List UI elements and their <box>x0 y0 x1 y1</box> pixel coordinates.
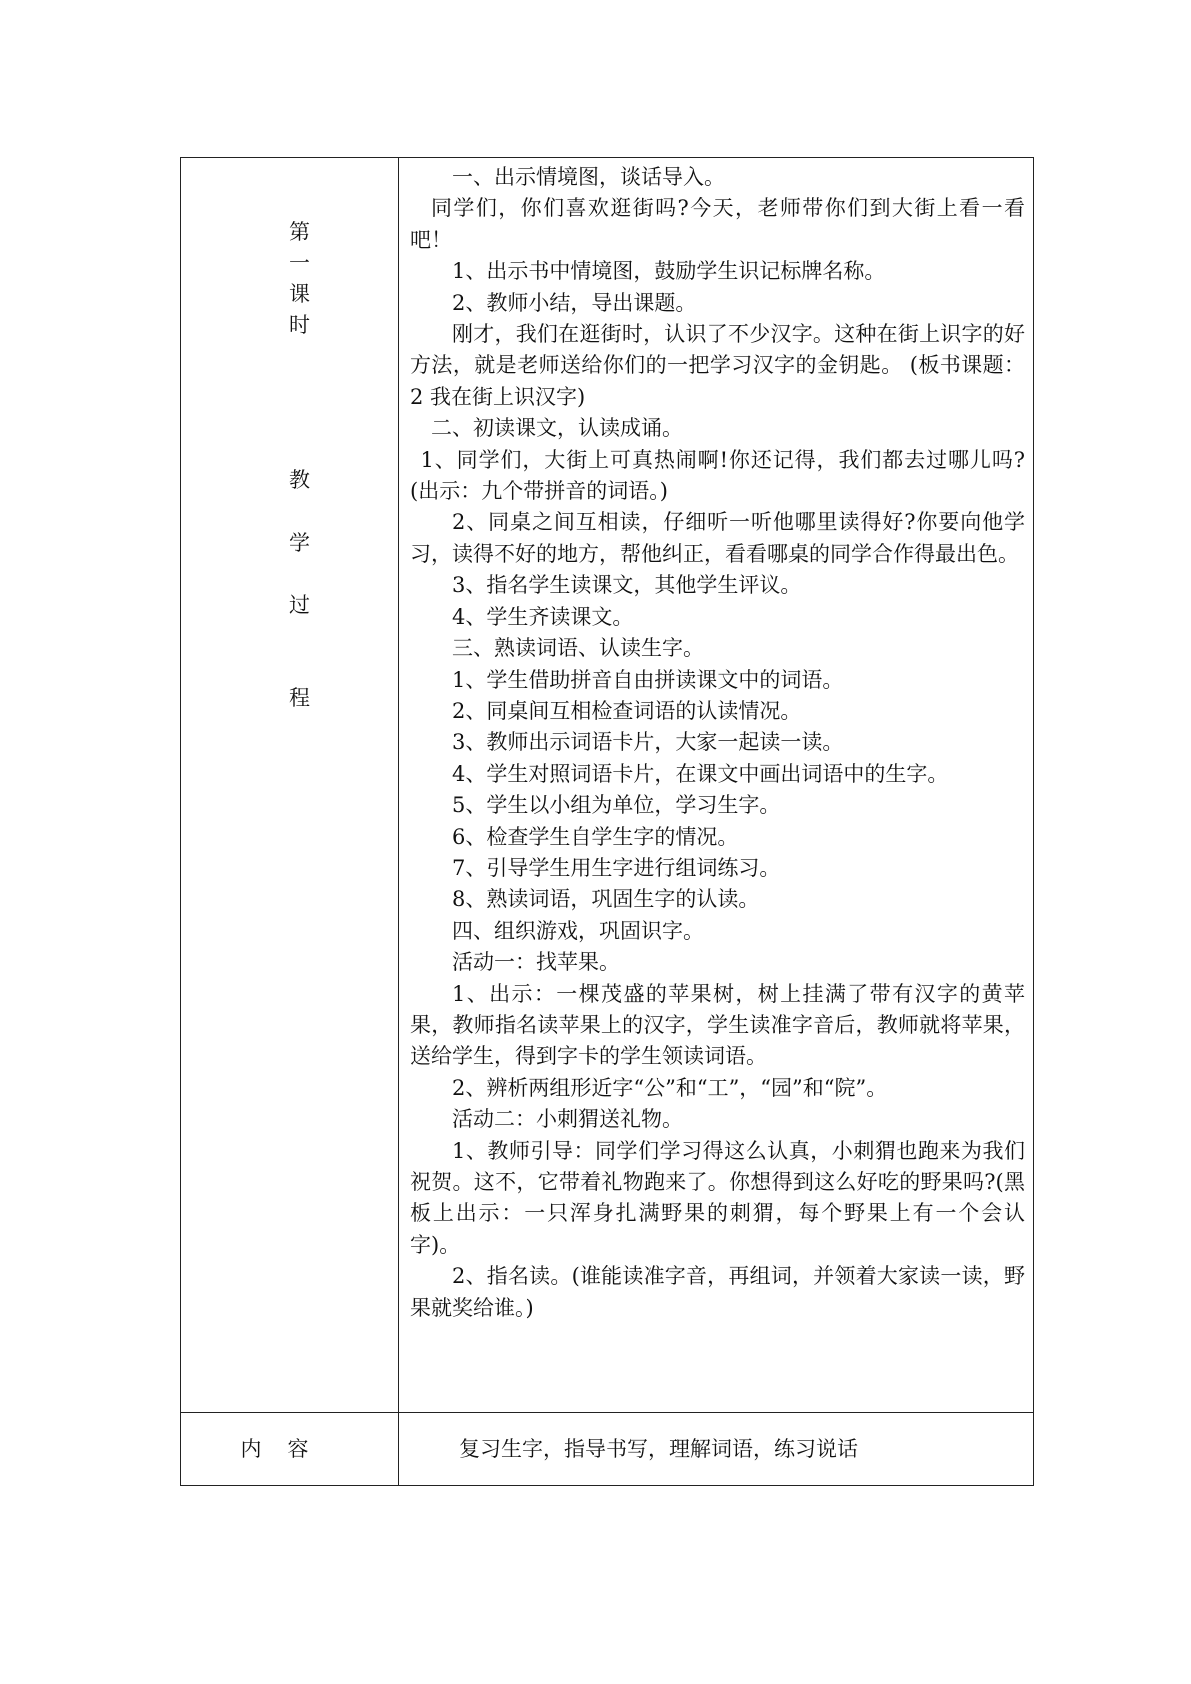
content-row <box>181 1413 1034 1486</box>
label-char: 课 <box>289 282 310 306</box>
paragraph: 1、同学们，大街上可真热闹啊!你还记得，我们都去过哪儿吗?(出示：九个带拼音的词语。) <box>410 447 1025 504</box>
paragraph: 2、同桌之间互相读，仔细听一听他哪里读得好?你要向他学习，读得不好的地方，帮他纠正，看看哪桌的同学合作得最出色。 <box>410 510 1025 566</box>
paragraph: 5、学生以小组为单位，学习生字。 <box>452 793 781 818</box>
paragraph: 1、学生借助拼音自由拼读课文中的词语。 <box>452 667 844 692</box>
paragraph: 四、组织游戏，巩固识字。 <box>452 918 704 943</box>
lesson-plan-table <box>180 157 1034 1486</box>
paragraph: 7、引导学生用生字进行组词练习。 <box>452 855 781 880</box>
paragraph: 3、指名学生读课文，其他学生评议。 <box>452 573 802 598</box>
label-char: 一 <box>289 251 310 275</box>
paragraph: 1、出示书中情境图，鼓励学生识记标牌名称。 <box>452 259 886 284</box>
label-char: 程 <box>289 686 310 710</box>
paragraph: 2、同桌间互相检查词语的认读情况。 <box>452 698 802 723</box>
content-text: 复习生字，指导书写，理解词语，练习说话 <box>459 1437 858 1461</box>
content-label-cell <box>181 1413 399 1486</box>
paragraph: 同学们，你们喜欢逛街吗?今天，老师带你们到大街上看一看吧！ <box>410 196 1025 252</box>
teaching-process-text <box>399 158 1033 1324</box>
label-char: 过 <box>289 593 310 617</box>
label-char: 教 <box>289 468 310 492</box>
content-label-char: 容 <box>287 1437 309 1461</box>
paragraph: 6、检查学生自学生字的情况。 <box>452 824 739 849</box>
paragraph: 二、初读课文，认读成诵。 <box>431 416 683 441</box>
paragraph: 8、熟读词语，巩固生字的认读。 <box>452 887 760 912</box>
label-char: 时 <box>289 313 310 337</box>
content-label <box>181 1413 398 1485</box>
paragraph: 1、教师引导：同学们学习得这么认真，小刺猬也跑来为我们祝贺。这不，它带着礼物跑来了。你想得到这么好吃的野果吗?(黑板上出示：一只浑身扎满野果的刺猬，每个野果上有一个会认字)。 <box>410 1138 1025 1257</box>
paragraph: 一、出示情境图，谈话导入。 <box>452 165 725 189</box>
content-label-char: 内 <box>240 1437 262 1461</box>
teaching-process-cell <box>399 158 1034 1413</box>
paragraph: 活动二：小刺猬送礼物。 <box>452 1107 683 1132</box>
teaching-process-row <box>181 158 1034 1413</box>
label-char: 第 <box>289 220 310 244</box>
content-text-cell <box>399 1413 1034 1486</box>
paragraph: 活动一：找苹果。 <box>452 950 620 975</box>
paragraph: 4、学生对照词语卡片，在课文中画出词语中的生字。 <box>452 761 949 786</box>
paragraph: 3、教师出示词语卡片，大家一起读一读。 <box>452 730 844 755</box>
paragraph: 2、教师小结，导出课题。 <box>452 290 697 315</box>
paragraph: 1、出示：一棵茂盛的苹果树，树上挂满了带有汉字的黄苹果，教师指名读苹果上的汉字，学生读准字音后，教师就将苹果，送给学生，得到字卡的学生领读词语。 <box>410 981 1025 1069</box>
paragraph: 2、辨析两组形近字“公”和“工”，“园”和“院”。 <box>452 1075 888 1100</box>
paragraph: 4、学生齐读课文。 <box>452 604 634 629</box>
section-label-cell <box>181 158 399 1413</box>
paragraph: 刚才，我们在逛街时，认识了不少汉字。这种在街上识字的好方法，就是老师送给你们的一把学习汉字的金钥匙。 (板书课题：2 我在街上识汉字) <box>410 322 1025 409</box>
paragraph: 2、指名读。(谁能读准字音，再组词，并领着大家读一读，野果就奖给谁。) <box>410 1264 1025 1320</box>
paragraph: 三、熟读词语、认读生字。 <box>452 636 704 661</box>
section-label <box>181 158 398 1412</box>
label-char: 学 <box>289 531 310 555</box>
